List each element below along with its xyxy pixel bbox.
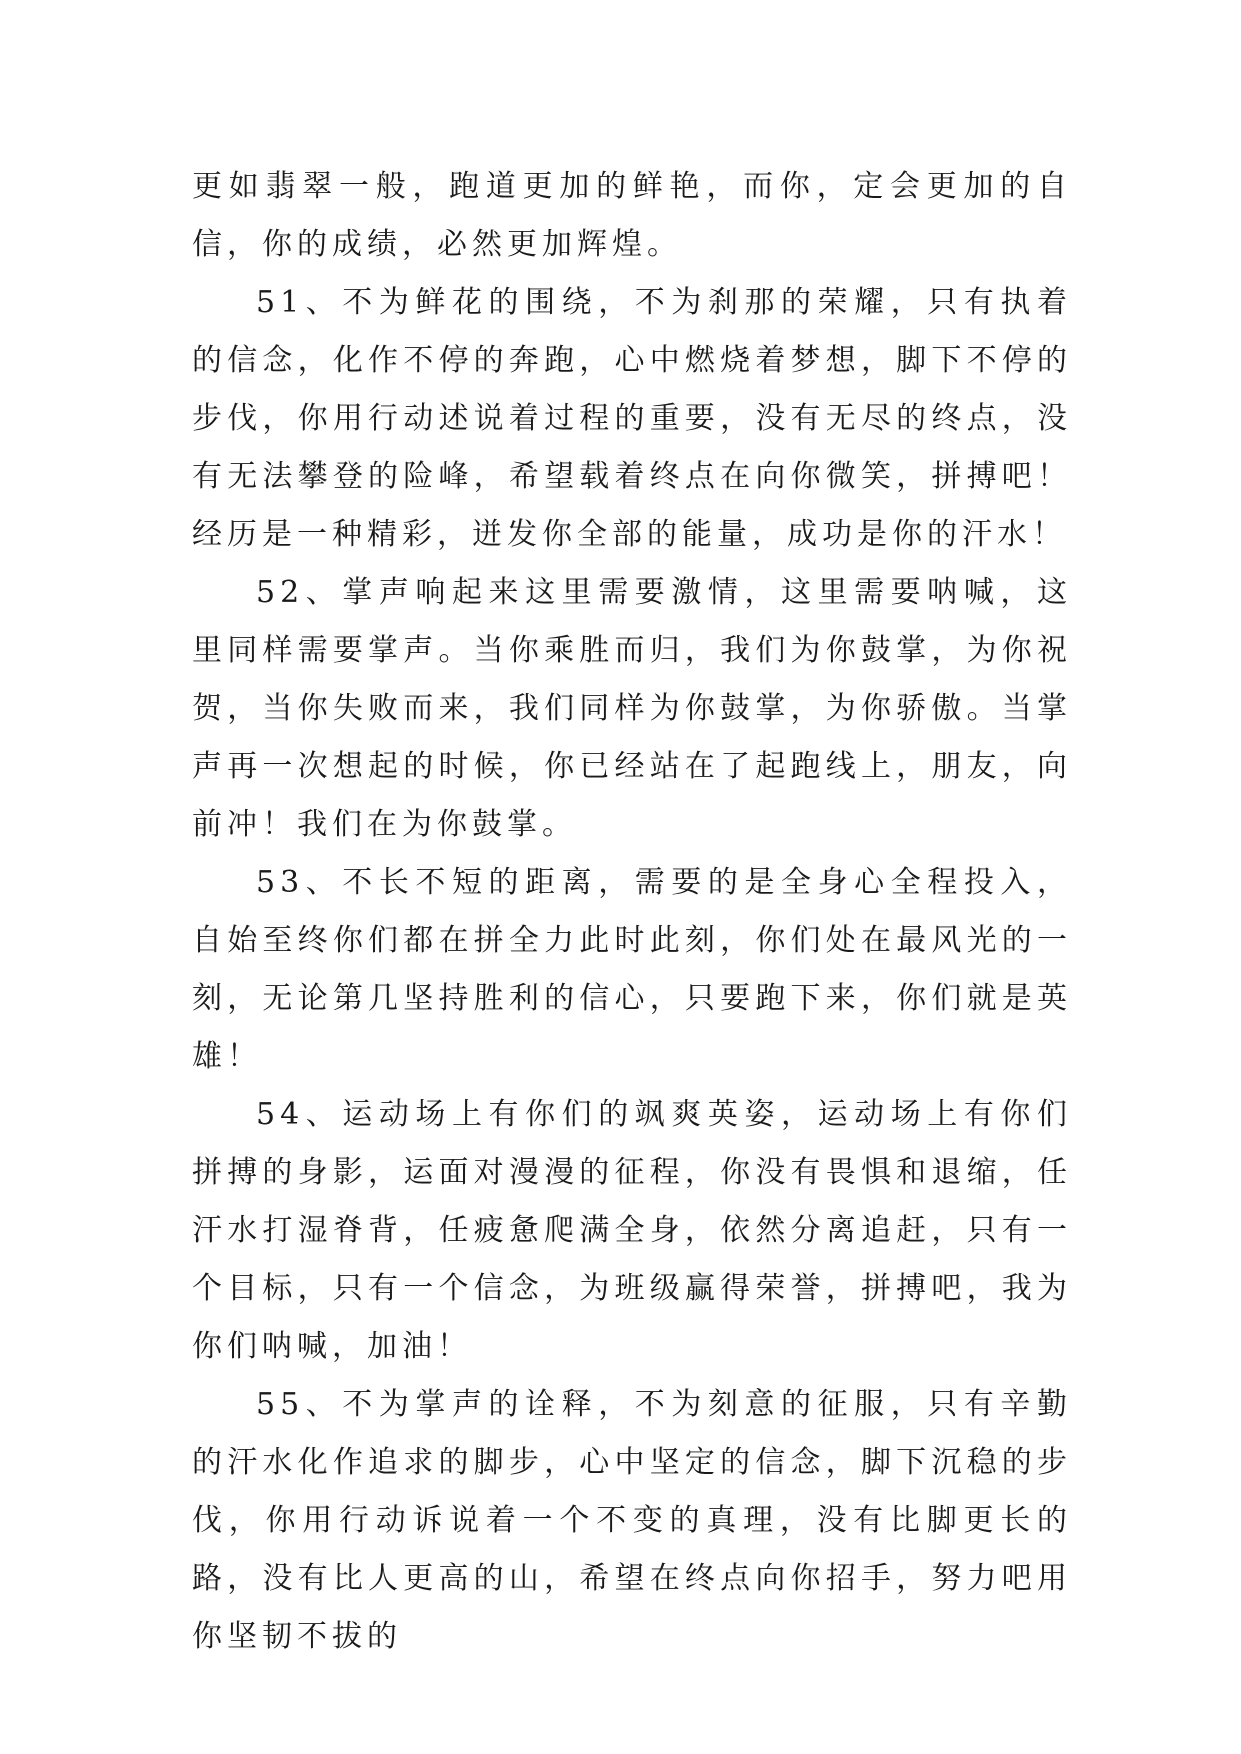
paragraph-55: 55、不为掌声的诠释，不为刻意的征服，只有辛勤的汗水化作追求的脚步，心中坚定的信念，脚下沉稳的步伐，你用行动诉说着一个不变的真理，没有比脚更长的路，没有比人更高的山，希望在终点向你招手，努力吧用你坚韧不拔的 [192,1387,1072,1654]
paragraph-51: 51、不为鲜花的围绕，不为刹那的荣耀，只有执着的信念，化作不停的奔跑，心中燃烧着梦想，脚下不停的步伐，你用行动述说着过程的重要，没有无尽的终点，没有无法攀登的险峰，希望载着终点在向你微笑，拼搏吧！经历是一种精彩，迸发你全部的能量，成功是你的汗水！ [192,285,1072,552]
paragraph-52: 52、掌声响起来这里需要激情，这里需要呐喊，这里同样需要掌声。当你乘胜而归，我们为你鼓掌，为你祝贺，当你失败而来，我们同样为你鼓掌，为你骄傲。当掌声再一次想起的时候，你已经站在了起跑线上，朋友，向前冲！我们在为你鼓掌。 [192,575,1072,842]
paragraph-continuation: 更如翡翠一般，跑道更加的鲜艳，而你，定会更加的自信，你的成绩，必然更加辉煌。 [192,169,1072,262]
paragraph-53: 53、不长不短的距离，需要的是全身心全程投入，自始至终你们都在拼全力此时此刻，你们处在最风光的一刻，无论第几坚持胜利的信心，只要跑下来，你们就是英雄！ [192,865,1072,1074]
document-body [192,158,1072,1666]
paragraph-54: 54、运动场上有你们的飒爽英姿，运动场上有你们拼搏的身影，运面对漫漫的征程，你没有畏惧和退缩，任汗水打湿脊背，任疲惫爬满全身，依然分离追赶，只有一个目标，只有一个信念，为班级赢得荣誉，拼搏吧，我为你们呐喊，加油！ [192,1097,1072,1364]
